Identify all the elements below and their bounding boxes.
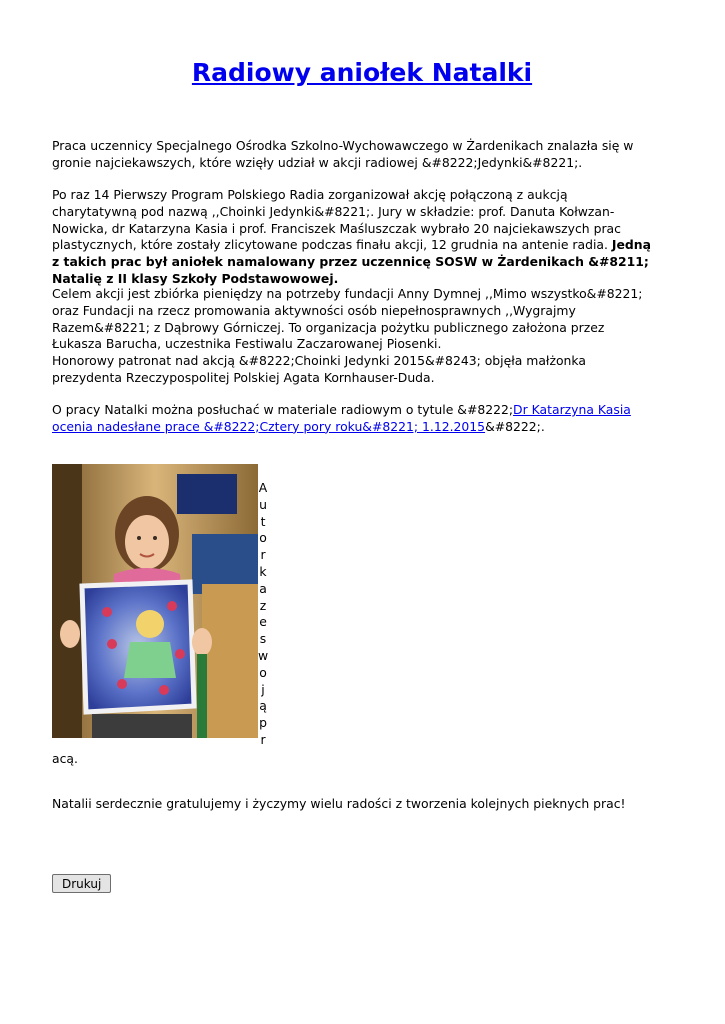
title-link[interactable]: Radiowy aniołek Natalki: [191, 58, 533, 87]
paragraph-goal: [52, 286, 652, 387]
photo-caption-vertical: Autorka ze swoją pr: [258, 480, 269, 747]
paragraph-action-text: Po raz 14 Pierwszy Program Polskiego Radia zorganizował akcję połączoną z aukcją charytatywną pod nazwą ,,Choinki Jedynki&#8221;. Jury w składzie: prof. Danuta Kołwzan-Nowicka, dr Katarzyna Kasia i prof. Franciszek Maśluszczak wybrało 20 najciekawszych prac plastycznych, które zostały zlicytowane podczas finału akcji, 12 grudnia na antenie radia.: [52, 187, 621, 253]
paragraph-congratulations: Natalii serdecznie gratulujemy i życzymy wielu radości z tworzenia kolejnych pieknych prac!: [52, 796, 626, 811]
paragraph-goal-text: Celem akcji jest zbiórka pieniędzy na potrzeby fundacji Anny Dymnej ,,Mimo wszystko&#8221; oraz Fundacji na rzecz promowania aktywności osób niepełnosprawnych ,,Wygrajmy Razem&#8221; z Dąbrowy Górniczej. To organizacja pożytku publicznego założona przez Łukasza Barucha, uczestnika Festiwalu Zaczarowanej Piosenki.: [52, 286, 643, 352]
paragraph-radio: [52, 402, 652, 436]
radio-text-pre: O pracy Natalki można posłuchać w materiale radiowym o tytule &#8222;: [52, 402, 514, 417]
page-title: [52, 57, 672, 89]
paragraph-intro: Praca uczennicy Specjalnego Ośrodka Szkolno-Wychowawczego w Żardenikach znalazła się w gronie najciekawszych, które wzięły udział w akcji radiowej &#8222;Jedynki&#8221;.: [52, 138, 634, 170]
radio-text-post: &#8222;.: [485, 418, 545, 434]
paragraph-action: [52, 187, 652, 288]
photo-figure: [52, 464, 269, 747]
paragraph-patronage: Honorowy patronat nad akcją &#8222;Choinki Jedynki 2015&#8243; objęła małżonka prezydenta Rzeczypospolitej Polskiej Agata Kornhauser-Duda.: [52, 353, 586, 385]
paragraph-action-bold: Jedną z takich prac był aniołek namalowany przez uczennicę SOSW w Żardenikach &#8211; Natalię z II klasy Szkoły Podstawowowej.: [52, 237, 651, 286]
radio-material-link[interactable]: Dr Katarzyna Kasia ocenia nadesłane prace &#8222;Cztery pory roku&#8221; 1.12.2015: [52, 402, 631, 434]
photo-caption-tail: acą.: [52, 751, 78, 766]
print-button[interactable]: Drukuj: [52, 874, 111, 893]
child-holding-angel-painting-photo: [52, 464, 258, 738]
